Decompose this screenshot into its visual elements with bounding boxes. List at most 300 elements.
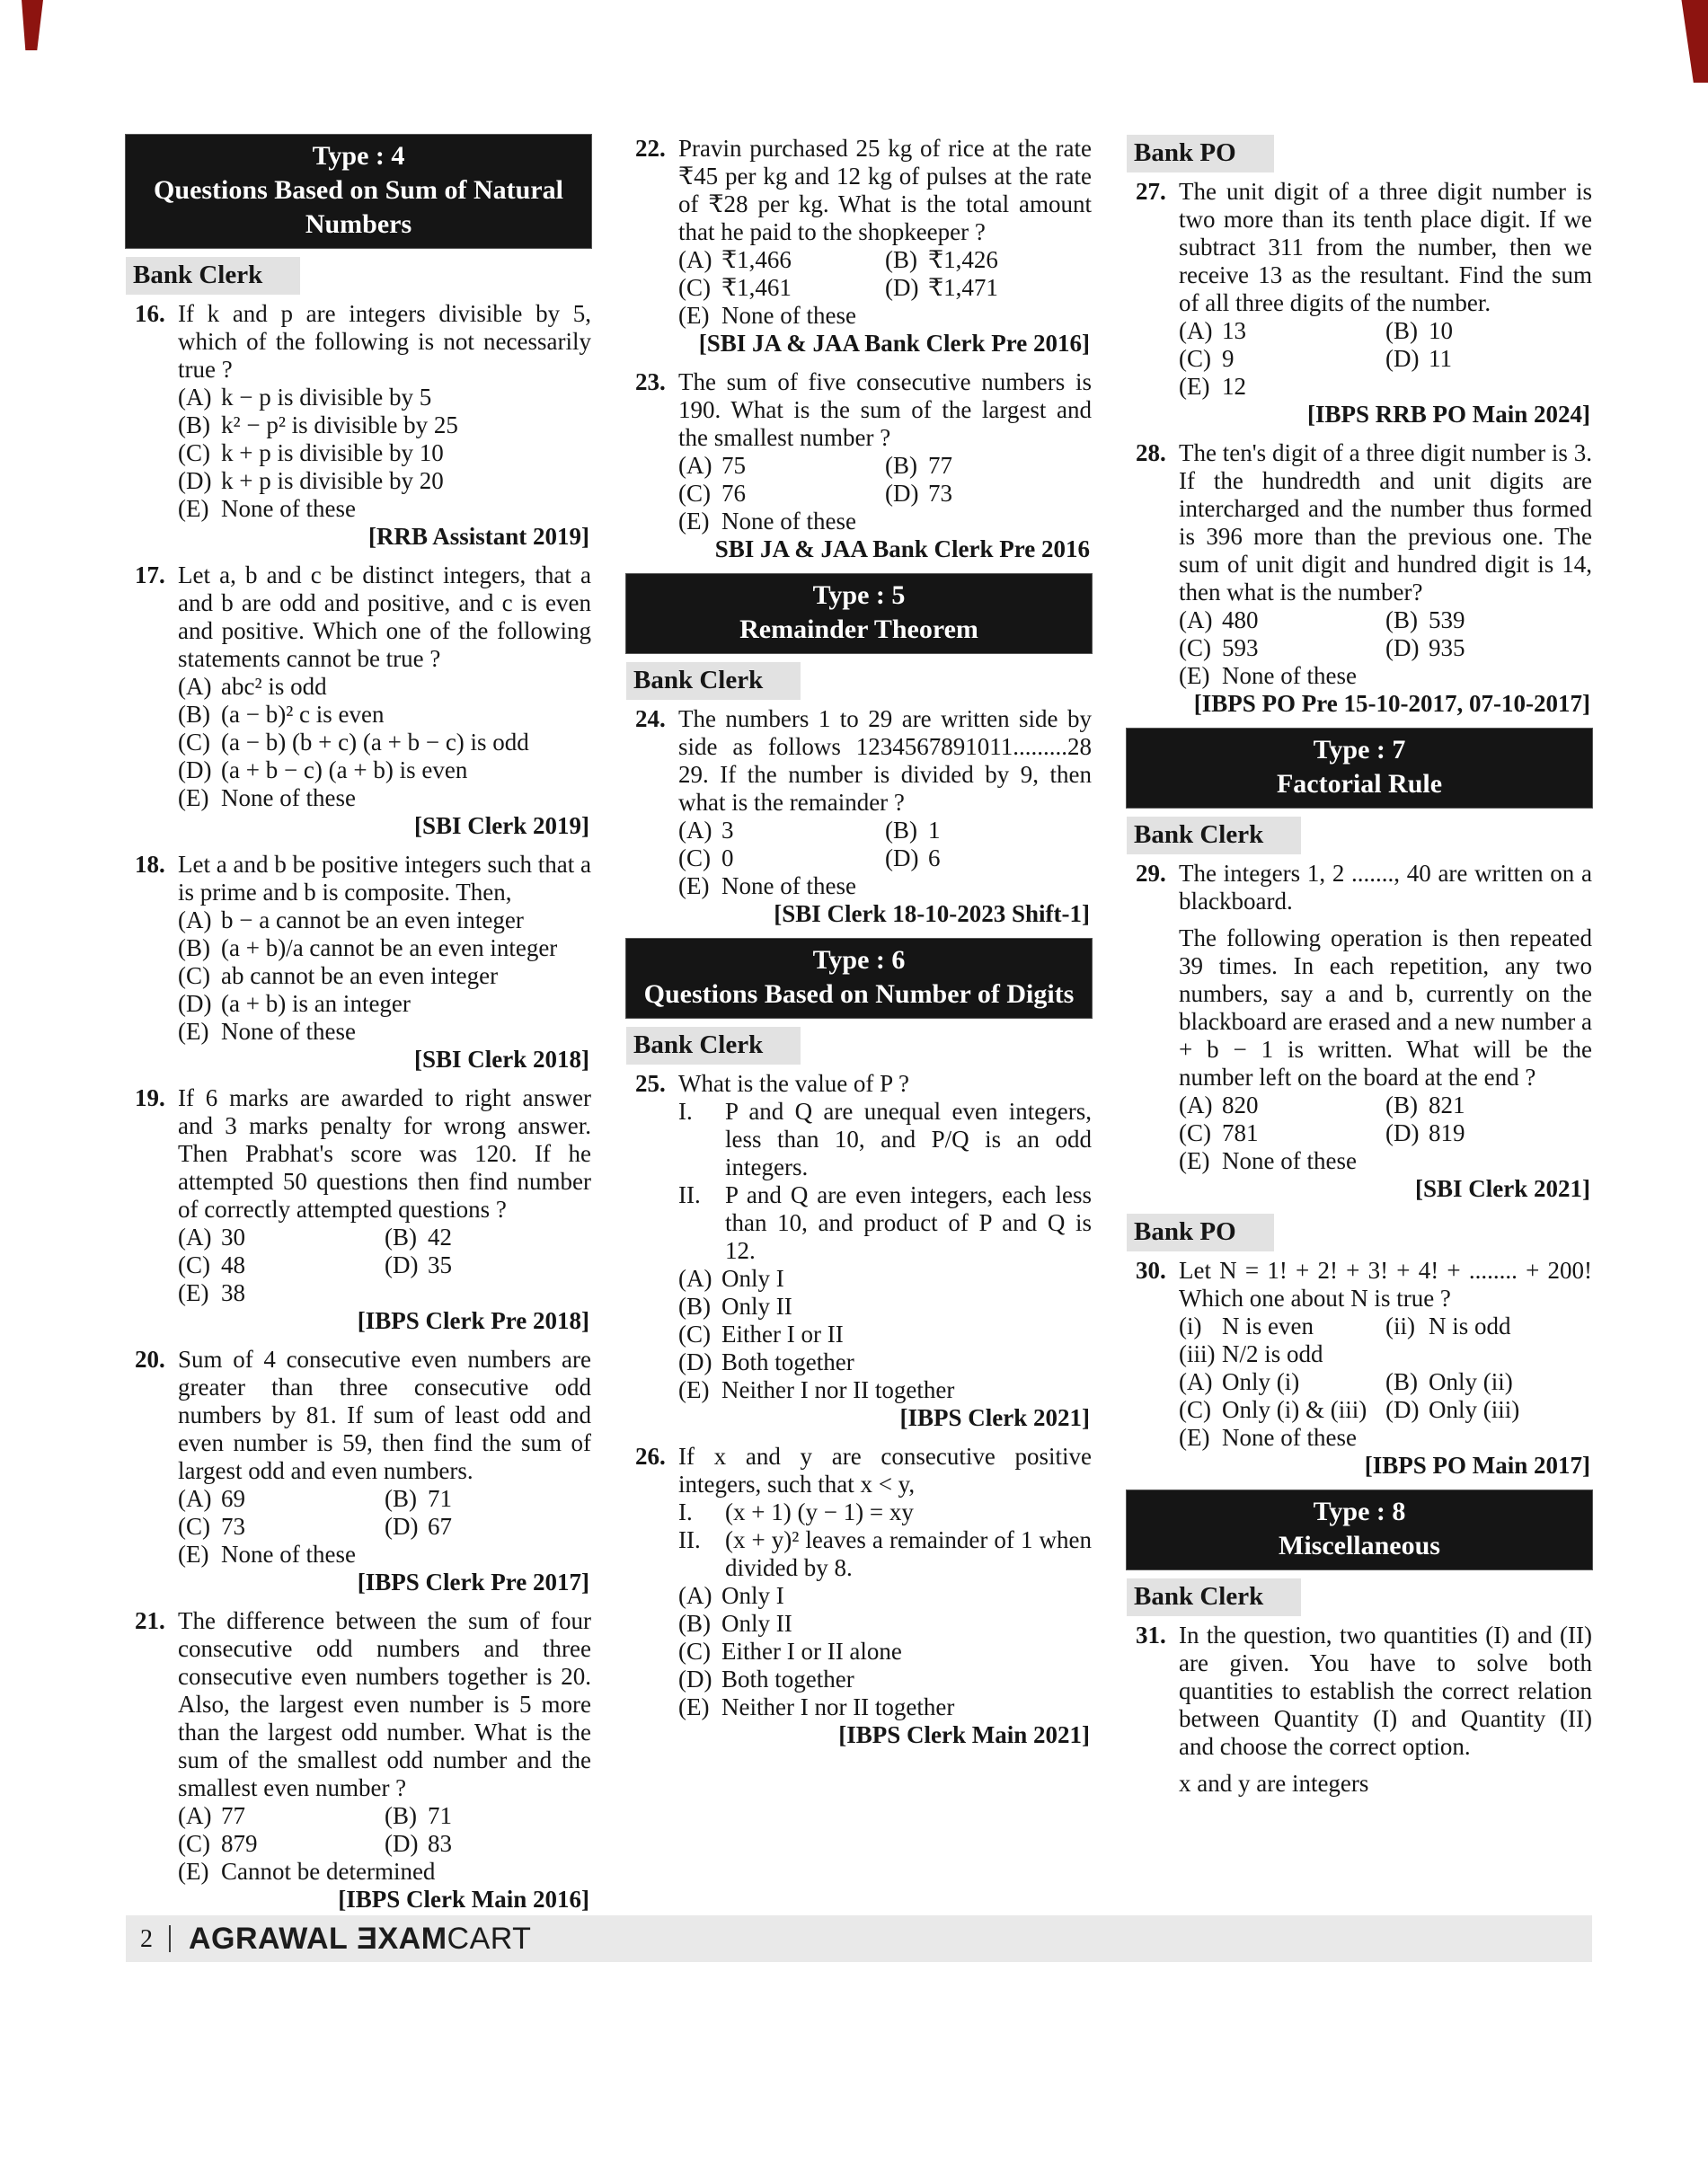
category-badge-row — [626, 1027, 1092, 1065]
option-label: (E) — [1179, 373, 1210, 400]
option-text: None of these — [1222, 1147, 1357, 1174]
option-label: (B) — [1385, 317, 1418, 344]
category-badge-row — [626, 662, 1092, 700]
option — [678, 1321, 1092, 1348]
option-text: Both together — [721, 1348, 854, 1375]
option-text: Either I or II alone — [721, 1638, 902, 1665]
option-label: (C) — [678, 274, 711, 301]
option-row — [178, 1830, 591, 1858]
option-label: (D) — [885, 274, 919, 301]
option-label: (C) — [678, 844, 711, 871]
option-text: k + p is divisible by 10 — [221, 439, 444, 466]
column-right — [1127, 135, 1592, 1924]
option-text: None of these — [221, 1018, 356, 1045]
option-label: (B) — [885, 452, 917, 479]
option-row — [178, 906, 591, 934]
question-source: [IBPS Clerk Main 2016] — [338, 1886, 589, 1913]
option — [678, 1376, 1092, 1404]
option-label: (A) — [1179, 1092, 1213, 1118]
question-body — [178, 1607, 591, 1914]
option-row — [1179, 1147, 1592, 1175]
option-label: (D) — [385, 1251, 419, 1278]
type-header-line: Remainder Theorem — [739, 614, 978, 644]
question-body — [1179, 860, 1592, 1203]
type-header-line: Type : 4 — [312, 141, 405, 171]
question — [626, 368, 1092, 563]
option-text: None of these — [721, 302, 856, 329]
option — [1179, 1368, 1385, 1396]
question — [1127, 439, 1592, 718]
option — [678, 872, 1092, 900]
option — [385, 1224, 591, 1251]
option-text: 71 — [428, 1485, 452, 1512]
option-text: 821 — [1429, 1092, 1465, 1118]
option-row — [1179, 1313, 1592, 1340]
option — [385, 1830, 591, 1858]
option-row — [178, 1802, 591, 1830]
option-label: (D) — [178, 467, 212, 494]
option-row — [178, 934, 591, 962]
option-row — [178, 1541, 591, 1569]
option-label: (C) — [678, 1321, 711, 1348]
option-text: 77 — [221, 1802, 245, 1829]
option — [678, 1582, 1092, 1610]
option-label: (A) — [178, 906, 212, 933]
option-text: Cannot be determined — [221, 1858, 436, 1885]
option-row — [678, 817, 1092, 844]
option-row — [178, 1485, 591, 1513]
option-row — [178, 439, 591, 467]
option-label: (C) — [178, 1830, 210, 1857]
option-row — [178, 990, 591, 1018]
option — [678, 1610, 1092, 1638]
question-number: 17. — [135, 561, 165, 588]
question-body — [678, 368, 1092, 563]
option-text: 75 — [721, 452, 746, 479]
option-text: 13 — [1222, 317, 1246, 344]
question-body — [1179, 1257, 1592, 1480]
option — [1179, 1092, 1385, 1119]
option — [678, 1638, 1092, 1666]
option — [1385, 345, 1592, 373]
question — [1127, 1257, 1592, 1480]
question-body — [678, 705, 1092, 928]
option-label: (D) — [178, 990, 212, 1017]
category-badge-row — [1127, 1214, 1592, 1251]
type-header-line: Type : 5 — [812, 580, 906, 610]
column-middle — [626, 135, 1092, 1924]
question-number: 25. — [635, 1070, 666, 1097]
question-body — [1179, 178, 1592, 429]
option-text: 593 — [1222, 634, 1259, 661]
option-row — [178, 1224, 591, 1251]
option-text: N is even — [1222, 1313, 1314, 1339]
option — [178, 756, 591, 784]
question-source: [IBPS Clerk Main 2021] — [838, 1721, 1090, 1748]
page-footer — [126, 1915, 1592, 1962]
option-text: Either I or II — [721, 1321, 844, 1348]
option-label: (A) — [178, 673, 212, 700]
option-row — [1179, 1396, 1592, 1424]
option — [1179, 1119, 1385, 1147]
question — [126, 300, 591, 551]
book-edge-mark-top-right — [1676, 0, 1708, 83]
option-text: 69 — [221, 1485, 245, 1512]
option — [1385, 1313, 1592, 1340]
option-text: None of these — [721, 872, 856, 899]
question — [126, 851, 591, 1074]
option-label: (A) — [678, 246, 712, 273]
option-label: (B) — [385, 1485, 417, 1512]
option-label: (B) — [678, 1293, 711, 1320]
question-body — [678, 1070, 1092, 1432]
question-body — [678, 135, 1092, 358]
option — [1385, 606, 1592, 634]
option-text: 48 — [221, 1251, 245, 1278]
question-source: [IBPS Clerk 2021] — [899, 1404, 1090, 1431]
option-row — [678, 1321, 1092, 1348]
option-text: 42 — [428, 1224, 452, 1251]
option-label: (E) — [678, 508, 710, 535]
option — [178, 701, 591, 729]
question-source: [IBPS PO Main 2017] — [1364, 1452, 1590, 1479]
option-label: (D) — [885, 480, 919, 507]
option-text: 35 — [428, 1251, 452, 1278]
option-text: Only (iii) — [1429, 1396, 1520, 1423]
option-row — [178, 701, 591, 729]
question-number: 30. — [1136, 1257, 1166, 1284]
option-label: (A) — [678, 1582, 712, 1609]
option-text: 9 — [1222, 345, 1235, 372]
statement — [678, 1098, 1092, 1181]
option-label: (i) — [1179, 1313, 1202, 1339]
question-body — [178, 851, 591, 1074]
option — [1179, 1147, 1592, 1175]
option-text: k − p is divisible by 5 — [221, 384, 432, 411]
question-number: 23. — [635, 368, 666, 395]
category-badge: Bank Clerk — [1127, 1578, 1301, 1616]
option — [885, 246, 1092, 274]
category-badge-row — [1127, 817, 1592, 854]
option — [178, 1485, 385, 1513]
option-label: (A) — [178, 1802, 212, 1829]
question-text: If k and p are integers divisible by 5, which of the following is not necessarily true ? — [178, 300, 591, 383]
option-label: (E) — [1179, 1424, 1210, 1451]
option-row — [678, 872, 1092, 900]
option-text: 539 — [1429, 606, 1465, 633]
statement-text: P and Q are unequal even integers, less than 10, and P/Q is an odd integers. — [725, 1098, 1092, 1180]
statement-text: (x + 1) (y − 1) = xy — [725, 1498, 914, 1525]
question — [126, 1607, 591, 1914]
question-source: [SBI Clerk 18-10-2023 Shift-1] — [774, 900, 1090, 927]
option-row — [178, 1251, 591, 1279]
option-text: 10 — [1429, 317, 1453, 344]
option-row — [678, 274, 1092, 302]
option-text: ₹1,466 — [721, 246, 792, 273]
option-row — [178, 1279, 591, 1307]
question-body — [678, 1443, 1092, 1749]
option — [1385, 1396, 1592, 1424]
option-row — [178, 1858, 591, 1886]
option-label: (C) — [178, 1513, 210, 1540]
option-label: (E) — [178, 495, 209, 522]
option — [1179, 373, 1592, 401]
question — [126, 1346, 591, 1596]
option-row — [678, 1582, 1092, 1610]
question-source: [IBPS RRB PO Main 2024] — [1306, 401, 1590, 428]
option-label: (E) — [178, 1018, 209, 1045]
option-row — [678, 452, 1092, 480]
page-number: 2 — [140, 1924, 153, 1953]
option-label: (D) — [178, 756, 212, 783]
option-label: (C) — [1179, 634, 1211, 661]
question-number: 21. — [135, 1607, 165, 1634]
option — [885, 844, 1092, 872]
question-source: [IBPS PO Pre 15-10-2017, 07-10-2017] — [1193, 690, 1590, 717]
question — [626, 1443, 1092, 1749]
option-label: (D) — [385, 1830, 419, 1857]
question-body — [178, 300, 591, 551]
option-label: (E) — [178, 784, 209, 811]
option — [178, 1224, 385, 1251]
option — [178, 784, 591, 812]
question — [1127, 1622, 1592, 1798]
option-text: N is odd — [1429, 1313, 1511, 1339]
option — [678, 452, 885, 480]
option-row — [178, 1018, 591, 1046]
option-text: 67 — [428, 1513, 452, 1540]
option — [178, 990, 591, 1018]
question-text: The difference between the sum of four consecutive odd numbers and three consecutive even numbers together is 20. Also, the largest even number is 5 more than the largest odd number. What is the sum of the smallest odd number and the smallest even number ? — [178, 1607, 591, 1801]
category-badge: Bank PO — [1127, 135, 1274, 172]
option-label: (B) — [178, 701, 210, 728]
option — [885, 817, 1092, 844]
option — [178, 495, 591, 523]
type-header-line: Type : 6 — [812, 945, 906, 975]
brand-exam: ƎXAM — [357, 1921, 447, 1956]
type-header — [1127, 729, 1592, 808]
option-label: (C) — [1179, 1396, 1211, 1423]
option — [178, 1830, 385, 1858]
option-label: (B) — [678, 1610, 711, 1637]
option-label: (B) — [885, 817, 917, 844]
option-label: (E) — [178, 1541, 209, 1568]
option-label: (D) — [678, 1666, 712, 1693]
question-body — [178, 1346, 591, 1596]
option — [678, 1666, 1092, 1693]
option-row — [1179, 606, 1592, 634]
question-source: [SBI Clerk 2021] — [1415, 1175, 1590, 1202]
statement-label: II. — [678, 1181, 701, 1208]
option — [1385, 1119, 1592, 1147]
option-text: Only (ii) — [1429, 1368, 1513, 1395]
option-row — [1179, 1340, 1592, 1368]
question-body — [1179, 439, 1592, 718]
category-badge-row — [1127, 1578, 1592, 1616]
option — [178, 962, 591, 990]
option-row — [678, 302, 1092, 330]
option-label: (A) — [678, 1265, 712, 1292]
question — [626, 705, 1092, 928]
question-source: [SBI JA & JAA Bank Clerk Pre 2016] — [698, 330, 1090, 357]
option-label: (ii) — [1385, 1313, 1415, 1339]
option — [678, 246, 885, 274]
option-text: k² − p² is divisible by 25 — [221, 411, 458, 438]
question — [126, 1084, 591, 1335]
question-number: 26. — [635, 1443, 666, 1470]
type-header-line: Type : 8 — [1313, 1497, 1406, 1526]
option-label: (D) — [385, 1513, 419, 1540]
option — [178, 1541, 591, 1569]
brand-cart: CART — [447, 1921, 532, 1956]
question — [1127, 860, 1592, 1203]
option-text: ₹1,471 — [928, 274, 998, 301]
option-text: None of these — [1222, 662, 1357, 689]
question-text: Let N = 1! + 2! + 3! + 4! + ........ + 200! Which one about N is true ? — [1179, 1257, 1592, 1312]
option — [678, 302, 1092, 330]
statement-label: I. — [678, 1498, 693, 1525]
type-header-line: Questions Based on Sum of Natural Numbers — [154, 175, 563, 239]
brand-logo — [189, 1921, 532, 1956]
question-text: The numbers 1 to 29 are written side by side as follows 1234567891011.........28 29. If the number is divided by 9, then what is the remainder ? — [678, 705, 1092, 816]
column-left — [126, 135, 591, 1924]
question-body — [178, 561, 591, 840]
option-label: (C) — [678, 480, 711, 507]
option-row — [1179, 373, 1592, 401]
question-number: 28. — [1136, 439, 1166, 466]
question-number: 27. — [1136, 178, 1166, 205]
option — [1385, 634, 1592, 662]
option-text: 11 — [1429, 345, 1452, 372]
option-label: (D) — [678, 1348, 712, 1375]
option-text: (a + b) is an integer — [221, 990, 411, 1017]
option — [178, 439, 591, 467]
option-label: (A) — [678, 452, 712, 479]
statement-label: II. — [678, 1526, 701, 1553]
question-source: SBI JA & JAA Bank Clerk Pre 2016 — [714, 535, 1090, 562]
option-text: 0 — [721, 844, 734, 871]
option — [1179, 662, 1592, 690]
option-label: (E) — [678, 1376, 710, 1403]
option-label: (B) — [1385, 1092, 1418, 1118]
option — [1179, 1313, 1385, 1340]
option-text: abc² is odd — [221, 673, 327, 700]
option-text: 6 — [928, 844, 941, 871]
question-source: [IBPS Clerk Pre 2018] — [357, 1307, 589, 1334]
option-row — [1179, 1092, 1592, 1119]
option-text: (a + b − c) (a + b) is even — [221, 756, 468, 783]
question-text: Sum of 4 consecutive even numbers are greater than three consecutive odd numbers by 81. If sum of least odd and even number is 59, then find the sum of largest odd and even numbers. — [178, 1346, 591, 1484]
question-number: 31. — [1136, 1622, 1166, 1649]
question-text: The ten's digit of a three digit number is 3. If the hundredth and unit digits are intercharged and the number thus formed is 396 more than the previous one. The sum of unit digit and hundred digit is 14, then what is the number? — [1179, 439, 1592, 606]
question-text: The integers 1, 2 ......., 40 are written on a blackboard. — [1179, 860, 1592, 915]
option-row — [678, 246, 1092, 274]
question-body — [1179, 1622, 1592, 1798]
option — [678, 274, 885, 302]
option-row — [178, 384, 591, 411]
option — [1179, 606, 1385, 634]
option-row — [678, 480, 1092, 508]
question-number: 29. — [1136, 860, 1166, 887]
option — [178, 934, 591, 962]
option-text: (a − b) (b + c) (a + b − c) is odd — [221, 729, 529, 756]
question-number: 22. — [635, 135, 666, 162]
option — [678, 1265, 1092, 1293]
option-label: (E) — [1179, 662, 1210, 689]
option-label: (E) — [1179, 1147, 1210, 1174]
type-header-line: Questions Based on Number of Digits — [643, 979, 1075, 1009]
option-label: (E) — [178, 1858, 209, 1885]
option-label: (A) — [178, 384, 212, 411]
category-badge-row — [1127, 135, 1592, 172]
question — [1127, 178, 1592, 429]
question-body — [178, 1084, 591, 1335]
brand-agrawal: AGRAWAL — [189, 1921, 349, 1956]
option-row — [178, 729, 591, 756]
option-text: (a + b)/a cannot be an even integer — [221, 934, 558, 961]
option-label: (D) — [1385, 1119, 1420, 1146]
option-label: (B) — [1385, 1368, 1418, 1395]
option-row — [178, 467, 591, 495]
option — [178, 411, 591, 439]
statement — [678, 1526, 1092, 1582]
option — [178, 1513, 385, 1541]
option-row — [678, 844, 1092, 872]
option-label: (E) — [678, 302, 710, 329]
option-text: 38 — [221, 1279, 245, 1306]
option-row — [678, 1293, 1092, 1321]
option-label: (C) — [1179, 345, 1211, 372]
option-row — [1179, 317, 1592, 345]
option-text: 781 — [1222, 1119, 1259, 1146]
statement-label: I. — [678, 1098, 693, 1125]
option-text: b − a cannot be an even integer — [221, 906, 524, 933]
question-text: The sum of five consecutive numbers is 190. What is the sum of the largest and the smallest number ? — [678, 368, 1092, 451]
option-text: 77 — [928, 452, 952, 479]
option-text: Only II — [721, 1293, 792, 1320]
option — [885, 274, 1092, 302]
option-label: (B) — [1385, 606, 1418, 633]
option-row — [178, 962, 591, 990]
option-label: (E) — [678, 1693, 710, 1720]
question-text: The unit digit of a three digit number is two more than its tenth place digit. If we subtract 311 from the number, then we receive 13 as the resultant. Find the sum of all three digits of the number. — [1179, 178, 1592, 316]
option-label: (A) — [1179, 317, 1213, 344]
option-text: ₹1,461 — [721, 274, 792, 301]
type-header — [126, 135, 591, 248]
option-label: (D) — [885, 844, 919, 871]
question-number: 24. — [635, 705, 666, 732]
question-text: What is the value of P ? — [678, 1070, 909, 1097]
question-text: If 6 marks are awarded to right answer and 3 marks penalty for wrong answer. Then Prabhat's score was 120. If he attempted 50 questions then find number of correctly attempted questions ? — [178, 1084, 591, 1223]
option-text: 76 — [721, 480, 746, 507]
option-row — [178, 411, 591, 439]
option-text: Only I — [721, 1265, 784, 1292]
option-label: (A) — [178, 1224, 212, 1251]
question-number: 16. — [135, 300, 165, 327]
question-text: x and y are integers — [1179, 1770, 1369, 1797]
option-text: Both together — [721, 1666, 854, 1693]
question-number: 18. — [135, 851, 165, 878]
option-text: 83 — [428, 1830, 452, 1857]
option — [385, 1485, 591, 1513]
option — [678, 1293, 1092, 1321]
option-row — [178, 495, 591, 523]
option-label: (D) — [1385, 345, 1420, 372]
statement — [678, 1181, 1092, 1265]
option — [178, 729, 591, 756]
option-label: (A) — [178, 1485, 212, 1512]
question-source: [SBI Clerk 2019] — [414, 812, 589, 839]
